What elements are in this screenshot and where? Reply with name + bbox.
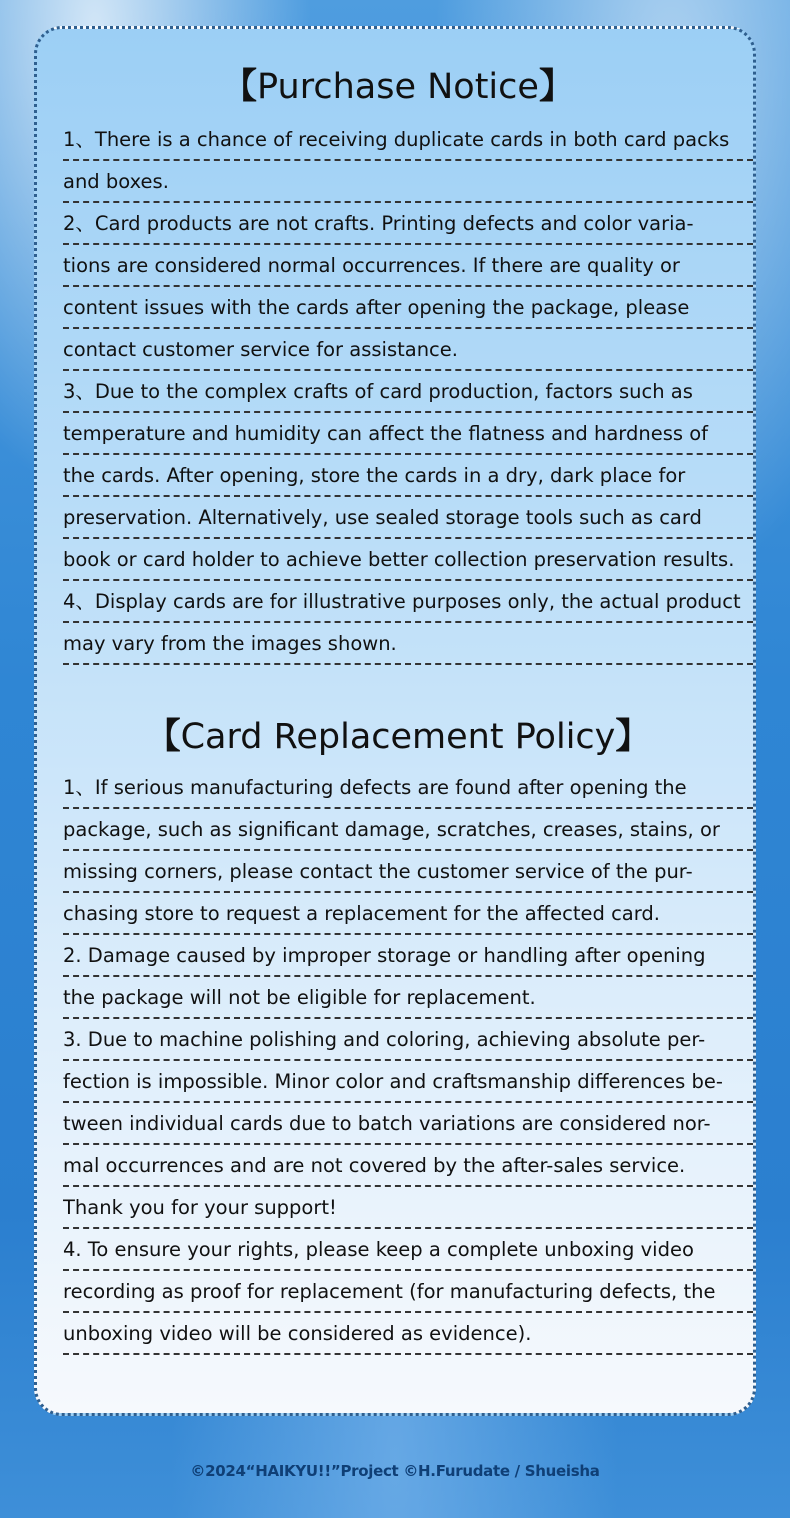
replacement-policy-line: 1、If serious manufacturing defects are found after opening the [63, 767, 753, 809]
notice-panel [34, 26, 756, 1416]
purchase-notice-line: 4、Display cards are for illustrative purposes only, the actual product [63, 581, 753, 623]
replacement-policy-line: recording as proof for replacement (for manufacturing defects, the [63, 1271, 753, 1313]
purchase-notice-line: preservation. Alternatively, use sealed storage tools such as card [63, 497, 753, 539]
replacement-policy-line: Thank you for your support! [63, 1187, 753, 1229]
purchase-notice-line: may vary from the images shown. [63, 623, 753, 665]
purchase-notice-title-text: Purchase Notice [257, 67, 539, 107]
purchase-notice-line: tions are considered normal occurrences. If there are quality or [63, 245, 753, 287]
purchase-notice-line: content issues with the cards after opening the package, please [63, 287, 753, 329]
replacement-policy-line: package, such as significant damage, scratches, creases, stains, or [63, 809, 753, 851]
replacement-policy-line: unboxing video will be considered as evidence). [63, 1313, 753, 1355]
replacement-policy-line: 2. Damage caused by improper storage or handling after opening [63, 935, 753, 977]
replacement-policy-line: chasing store to request a replacement for the affected card. [63, 893, 753, 935]
replacement-policy-line: 4. To ensure your rights, please keep a complete unboxing video [63, 1229, 753, 1271]
title-bracket-close: 】 [538, 67, 574, 107]
replacement-policy-line: mal occurrences and are not covered by the after-sales service. [63, 1145, 753, 1187]
replacement-policy-list [63, 767, 753, 1355]
purchase-notice-line: 1、There is a chance of receiving duplicate cards in both card packs [63, 119, 753, 161]
replacement-policy-line: fection is impossible. Minor color and craftsmanship differences be- [63, 1061, 753, 1103]
purchase-notice-line: and boxes. [63, 161, 753, 203]
replacement-policy-line: missing corners, please contact the customer service of the pur- [63, 851, 753, 893]
title-bracket-open: 【 [145, 717, 181, 757]
purchase-notice-line: book or card holder to achieve better collection preservation results. [63, 539, 753, 581]
replacement-policy-line: the package will not be eligible for replacement. [63, 977, 753, 1019]
purchase-notice-line: the cards. After opening, store the cards in a dry, dark place for [63, 455, 753, 497]
purchase-notice-title [37, 59, 759, 109]
title-bracket-close: 】 [615, 717, 651, 757]
replacement-policy-title-text: Card Replacement Policy [180, 717, 616, 757]
purchase-notice-line: 2、Card products are not crafts. Printing defects and color varia- [63, 203, 753, 245]
purchase-notice-list [63, 119, 753, 665]
copyright-footer: ©2024“HAIKYU!!”Project ©H.Furudate / Shueisha [190, 1462, 600, 1480]
purchase-notice-line: contact customer service for assistance. [63, 329, 753, 371]
purchase-notice-line: temperature and humidity can affect the flatness and hardness of [63, 413, 753, 455]
replacement-policy-title [37, 709, 759, 759]
title-bracket-open: 【 [222, 67, 258, 107]
purchase-notice-line: 3、Due to the complex crafts of card production, factors such as [63, 371, 753, 413]
replacement-policy-line: 3. Due to machine polishing and coloring, achieving absolute per- [63, 1019, 753, 1061]
replacement-policy-line: tween individual cards due to batch variations are considered nor- [63, 1103, 753, 1145]
